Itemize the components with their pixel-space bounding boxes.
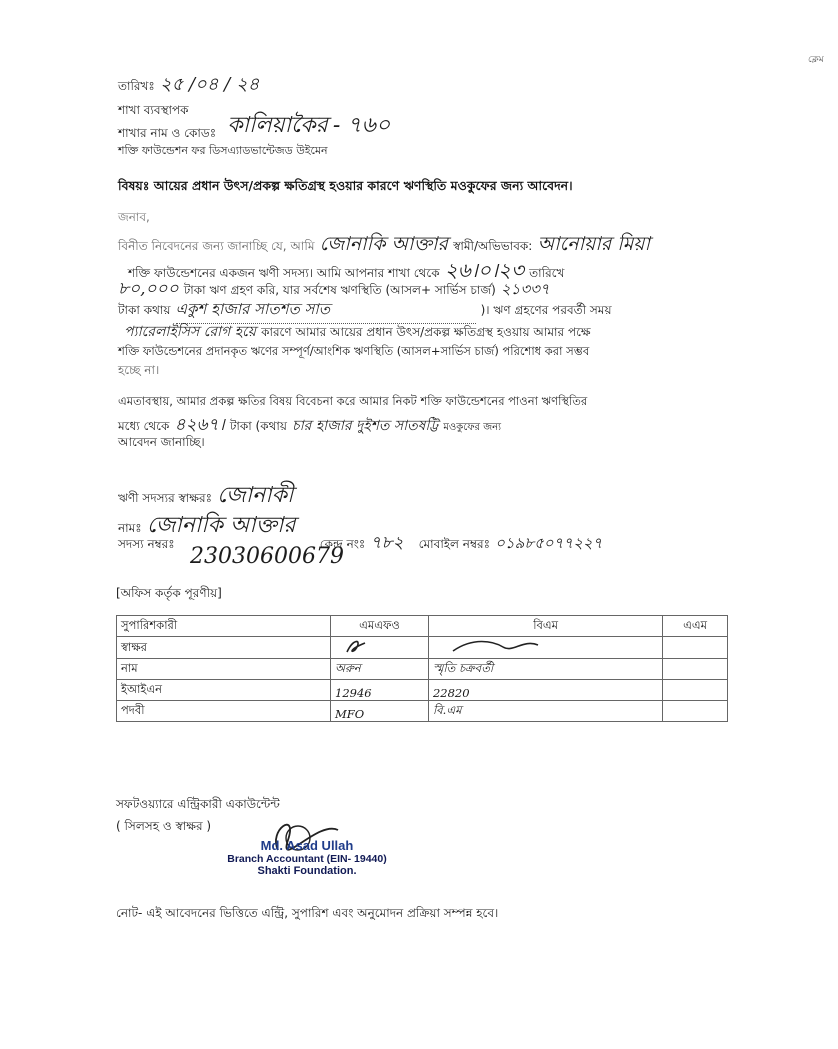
p2-text-a: মধ্যে থেকে	[118, 419, 170, 433]
note-line: নোট- এই আবেদনের ভিত্তিতে এন্ট্রি, সুপারিশ এবং অনুমোদন প্রক্রিয়া সম্পন্ন হবে।	[116, 906, 499, 920]
header-am: এএম	[663, 616, 728, 637]
date-label: তারিখঃ	[118, 79, 155, 93]
member-signature-hw: জোনাকী	[217, 483, 294, 508]
name-label: নামঃ	[118, 521, 142, 535]
table-row	[117, 659, 728, 680]
cell-bm-signature	[428, 637, 662, 659]
mobile-label: মোবাইল নম্বরঃ	[418, 537, 491, 551]
accountant-line2: ( সিলসহ ও স্বাক্ষর )	[116, 819, 212, 833]
table-row	[117, 701, 728, 722]
stamp-title: Branch Accountant (EIN- 19440)	[227, 853, 387, 865]
center-label: কেন্দ্র নংঃ	[319, 537, 366, 551]
cell-bm-ein: 22820	[428, 680, 662, 701]
cell-mfo-ein: 12946	[331, 680, 429, 701]
p1-text-d: তারিখে	[529, 266, 565, 280]
row-label-name: নাম	[117, 659, 331, 680]
para1-line5	[124, 320, 591, 344]
cell-bm-name: স্মৃতি চক্রবর্তী	[428, 659, 662, 680]
loan-amount-hw: ৮০,০০০	[118, 279, 179, 299]
para2-line1: এমতাবস্থায়, আমার প্রকল্প ক্ষতির বিষয় বিবেচনা করে আমার নিকট শক্তি ফাউন্ডেশনের পাওনা ঋণস্থিতির	[118, 394, 588, 408]
member-number-hw: 23030600679	[190, 544, 344, 569]
waive-words-hw: চার হাজার দুইশত সাতষট্টি	[292, 418, 439, 434]
cell-mfo-signature	[331, 637, 429, 659]
center-hw: ৭৮২	[370, 533, 404, 553]
p1-text-e: টাকা ঋণ গ্রহণ করি, যার সর্বশেষ ঋণস্থিতি (আসল+ সার্ভিস চার্জ)	[183, 283, 496, 297]
stamp-name: Md. Asad Ullah	[260, 838, 354, 853]
recipient-line3: শক্তি ফাউন্ডেশন ফর ডিসএ্যাডভান্টেজড উইমেন	[118, 144, 328, 157]
office-use-label: [অফিস কর্তৃক পূরণীয়]	[116, 586, 222, 600]
table-row	[117, 680, 728, 701]
cell-am-ein	[663, 680, 728, 701]
cell-mfo-designation: MFO	[331, 701, 429, 722]
p2-text-b: টাকা (কথায়	[229, 419, 287, 433]
bm-signature-mark	[433, 637, 543, 655]
date-line	[118, 70, 259, 101]
cell-am-name	[663, 659, 728, 680]
header-recommender: সুপারিশকারী	[117, 616, 331, 637]
salutation: জনাব,	[118, 210, 150, 224]
cause-hw: প্যারেলাইসিস রোগ হয়ে	[124, 324, 256, 340]
branch-name: কালিয়াকৈর	[227, 113, 328, 138]
row-label-signature: স্বাক্ষর	[117, 637, 331, 659]
p1-text-c: শক্তি ফাউন্ডেশনের একজন ঋণী সদস্য। আমি আপনার শাখা থেকে	[128, 266, 440, 280]
p1-text-g: )। ঋণ গ্রহণের পরবর্তী সময়	[480, 303, 612, 317]
para1-line6: শক্তি ফাউন্ডেশনের প্রদানকৃত ঋণের সম্পূর্ণ/আংশিক ঋণস্থিতি (আসল+সার্ভিস চার্জ) পরিশোধ করা সম্ভব	[118, 344, 590, 358]
p1-text-a: বিনীত নিবেদনের জন্য জানাচ্ছি যে, আমি	[118, 239, 315, 253]
balance-words-hw: একুশ হাজার সাতশত সাত	[176, 298, 476, 324]
loan-date-hw: ২৬।০।২৩	[444, 258, 525, 282]
p1-text-h: কারণে আমার আয়ের প্রধান উৎস/প্রকল্প ক্ষতিগ্রস্থ হওয়ায় আমার পক্ষে	[261, 325, 591, 339]
mobile-hw: ০১৯৮৫০৭৭২২৭	[495, 534, 603, 552]
cell-mfo-name: অরুন	[331, 659, 429, 680]
accountant-line1: সফটওয়্যারে এন্ট্রিকারী একাউন্টেন্ট	[116, 797, 280, 811]
branch-label: শাখার নাম ও কোডঃ	[118, 126, 217, 140]
recipient-line2	[118, 108, 390, 145]
recipient-line1: শাখা ব্যবস্থাপক	[118, 103, 189, 117]
approval-table	[116, 615, 728, 722]
date-value: ২৫ /০৪ / ২৪	[159, 74, 260, 95]
table-row	[117, 637, 728, 659]
cell-bm-designation: বি.এম	[428, 701, 662, 722]
stamp-org: Shakti Foundation.	[257, 865, 357, 877]
p2-text-c: মওকুফের জন্য	[443, 422, 502, 433]
subject-line: বিষয়ঃ আয়ের প্রধান উৎস/প্রকল্প ক্ষতিগ্রস্থ হওয়ার কারণে ঋণস্থিতি মওকুফের জন্য আবেদন।	[118, 178, 573, 193]
cell-am-designation	[663, 701, 728, 722]
table-header-row	[117, 616, 728, 637]
p1-text-b: স্বামী/অভিভাবক:	[453, 239, 533, 253]
signature-label: ঋণী সদস্যর স্বাক্ষরঃ	[118, 491, 212, 505]
row-label-designation: পদবী	[117, 701, 331, 722]
para2-line3: আবেদন জানাচ্ছি।	[118, 435, 205, 449]
waive-amount-hw: ৪২৬৭।	[174, 415, 225, 435]
header-bm: বিএম	[428, 616, 662, 637]
p1-text-f: টাকা কথায়	[118, 303, 171, 317]
applicant-name-hw: জোনাকি আক্তার	[319, 233, 449, 255]
row-label-ein: ইআইএন	[117, 680, 331, 701]
member-no-label: সদস্য নম্বরঃ	[118, 537, 175, 551]
member-name-hw: জোনাকি আক্তার	[146, 513, 296, 538]
branch-code: - ৭৬০	[332, 113, 391, 138]
mfo-signature-mark	[335, 637, 375, 655]
balance-hw: ২১৩৩৭	[500, 280, 550, 298]
header-mfo: এমএফও	[331, 616, 429, 637]
para1-line7: হচ্ছে না।	[118, 363, 160, 377]
guardian-name-hw: আনোয়ার মিয়া	[537, 233, 650, 255]
accountant-stamp	[222, 838, 392, 877]
cell-am-signature	[663, 637, 728, 659]
page-edge-mark: ক্লেম	[808, 55, 824, 65]
